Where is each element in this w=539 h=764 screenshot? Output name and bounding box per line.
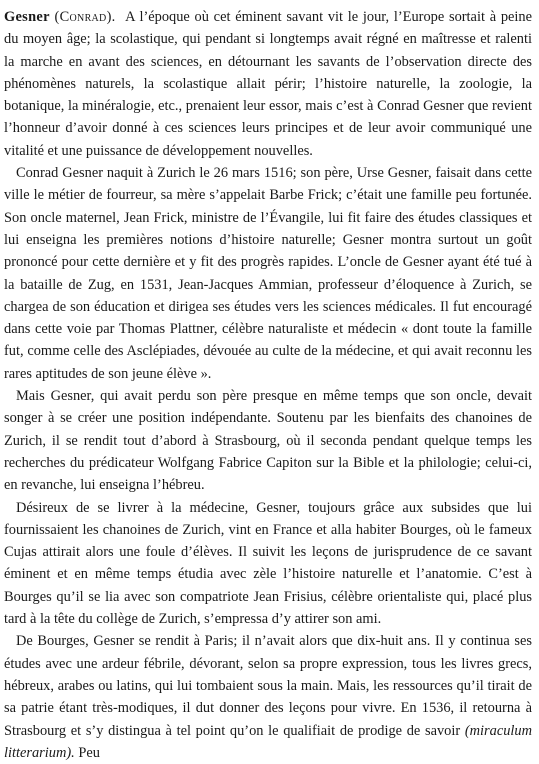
latin-phrase: (miraculum litterarium). — [4, 722, 532, 761]
paragraph-strasbourg: Mais Gesner, qui avait perdu son père presque en même temps que son oncle, devait songer à se créer une position indépendante. Soutenu par les bienfaits des chanoines de Zurich, il se rendit tout d’abord à Strasbourg, où il seconda pendant quelque temps les recherches du prédicateur Wolfgang Fabrice Capiton sur la Bible et la philologie; celui-ci, en revanche, lui enseigna l’hébreu. — [4, 388, 532, 494]
paragraph-birth: Conrad Gesner naquit à Zurich le 26 mars 1516; son père, Urse Gesner, faisait dans cette ville le métier de fourreur, sa mère s’appelait Barbe Frick; c’était une famille peu fortunée. Son oncle maternel, Jean Frick, ministre de l’Évangile, lui fit faire des études classiques et lui enseigna les premières notions d’histoire naturelle; Gesner montra surtout un goût prononcé pour cette dernière et y fit des progrès rapides. L’oncle de Gesner ayant été tué à la bataille de Zug, en 1531, Jean-Jacques Ammian, professeur d’éloquence à Zurich, se chargea de son éducation et dirigea ses études vers les sciences médicales. Il fut encouragé dans cette voie par Thomas Plattner, célèbre naturaliste et médecin « dont toute la famille fut, comme celle des Asclépiades, dévouée au culte de la médecine, et qui avait reconnu les rares aptitudes de son jeune élève ». — [4, 165, 532, 382]
paragraph-paris — [4, 630, 532, 764]
entry-given-name: (Conrad). — [54, 9, 116, 25]
document-page — [4, 6, 532, 764]
paragraph-paris-text: De Bourges, Gesner se rendit à Paris; il n’avait alors que dix-huit ans. Il y continua ses études avec une ardeur fébrile, dévorant, selon sa propre expression, tous les livres grecs, hébreux, arabes ou latins, qui lui tombaient sous la main. Mais, les ressources qu’il tirait de sa patrie étant très-modiques, il dut donner des leçons pour vivre. En 1536, il retourna à Strasbourg et s’y distingua à tel point qu’on le qualifiait de prodige de savoir — [4, 633, 532, 739]
entry-name: Gesner — [4, 9, 50, 25]
paragraph-intro — [4, 6, 532, 162]
paragraph-paris-tail: Peu — [78, 744, 100, 761]
paragraph-intro-text: A l’époque où cet éminent savant vit le jour, l’Europe sortait à peine du moyen âge; la scolastique, qui pendant si longtemps avait régné en maîtresse et ralenti la marche en avant des sciences, en détournant les savants de l’observation directe des phénomènes naturels, la scolastique allait périr; l’histoire naturelle, la zoologie, la botanique, la minéralogie, etc., prenaient leur essor, mais c’est à Conrad Gesner que revient l’honneur d’avoir donné à ces sciences leurs principes et de leur avoir communiqué une vitalité et une puissance de développement nouvelles. — [4, 9, 532, 159]
paragraph-bourges: Désireux de se livrer à la médecine, Gesner, toujours grâce aux subsides que lui fournissaient les chanoines de Zurich, vint en France et alla habiter Bourges, où le fameux Cujas attirait alors une foule d’élèves. Il suivit les leçons de jurisprudence de ce savant éminent et en même temps étudia avec zèle l’histoire naturelle et l’anatomie. C’est à Bourges qu’il se lia avec son compatriote Jean Frisius, célèbre orientaliste qui, placé plus tard à la tête du collège de Zurich, s’empressa d’y attirer son ami. — [4, 499, 532, 628]
